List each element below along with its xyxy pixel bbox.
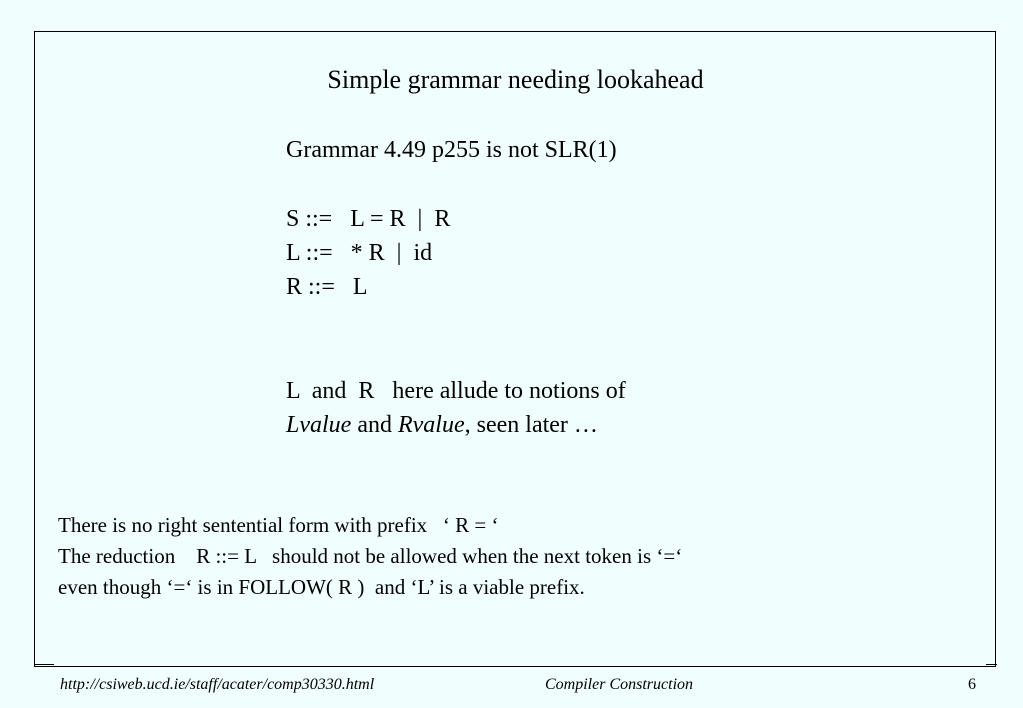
rvalue-term: Rvalue	[397, 412, 465, 438]
footer-course-name: Compiler Construction	[545, 676, 694, 693]
page-number: 6	[968, 676, 976, 693]
notes-line-2: Lvalue and Rvalue, seen later …	[286, 412, 598, 438]
notes-line-1: L and R here allude to notions of	[286, 378, 626, 404]
footer-rule-right	[986, 664, 997, 665]
explanation-line-3: even though ‘=‘ is in FOLLOW( R ) and ‘L’ is a viable prefix.	[58, 575, 585, 599]
explanation-line-1: There is no right sentential form with prefix ‘ R = ‘	[58, 513, 499, 537]
footer-rule-left	[34, 664, 54, 665]
grammar-rules	[286, 202, 450, 304]
grammar-rule-s: S ::= L = R | R	[286, 206, 451, 232]
grammar-rule-l: L ::= * R | id	[286, 240, 433, 266]
grammar-rule-r: R ::= L	[286, 274, 368, 300]
explanation-line-2: The reduction R ::= L should not be allowed when the next token is ‘=‘	[58, 544, 683, 568]
notes	[286, 374, 626, 442]
footer-url[interactable]: http://csiweb.ucd.ie/staff/acater/comp30330.html	[60, 676, 375, 693]
slide-title: Simple grammar needing lookahead	[327, 65, 704, 94]
lvalue-term: Lvalue	[286, 412, 352, 438]
explanation	[58, 510, 682, 603]
slide-subtitle: Grammar 4.49 p255 is not SLR(1)	[286, 137, 617, 163]
